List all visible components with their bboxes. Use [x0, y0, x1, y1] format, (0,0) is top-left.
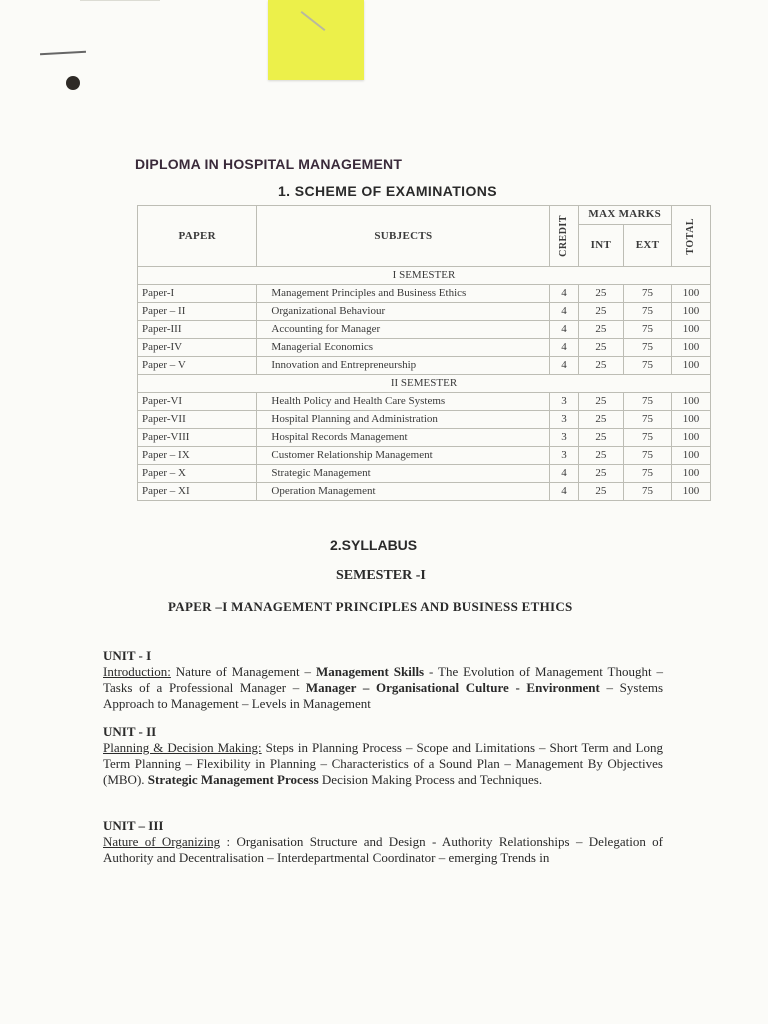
- int-cell: 25: [578, 411, 624, 429]
- unit-topic: Nature of Organizing: [103, 834, 221, 849]
- credit-cell: 3: [550, 447, 578, 465]
- unit-text: : Organisation Structure and Design - Authority Relationships – Delegation of Authority and Decentralisation – Interdepartmental Coordinator – emerging Trends in: [103, 834, 663, 865]
- credit-cell: 3: [550, 393, 578, 411]
- header-int: INT: [578, 224, 624, 266]
- header-subjects: SUBJECTS: [257, 206, 550, 267]
- table-row: [138, 429, 711, 447]
- total-cell: 100: [671, 321, 710, 339]
- paper-cell: Paper – V: [138, 357, 257, 375]
- int-cell: 25: [578, 339, 624, 357]
- pen-mark: [40, 51, 86, 55]
- ext-cell: 75: [624, 321, 672, 339]
- scheme-table: [137, 205, 711, 501]
- subject-cell: Hospital Planning and Administration: [257, 411, 550, 429]
- header-max-marks: MAX MARKS: [578, 206, 671, 225]
- paper-cell: Paper-VI: [138, 393, 257, 411]
- subject-cell: Organizational Behaviour: [257, 303, 550, 321]
- subject-cell: Health Policy and Health Care Systems: [257, 393, 550, 411]
- int-cell: 25: [578, 465, 624, 483]
- unit-key-term: Management Skills: [315, 664, 425, 679]
- ext-cell: 75: [624, 447, 672, 465]
- ext-cell: 75: [624, 285, 672, 303]
- semester-row: [138, 267, 711, 285]
- table-row: [138, 447, 711, 465]
- credit-cell: 4: [550, 303, 578, 321]
- table-row: [138, 483, 711, 501]
- table-row: [138, 411, 711, 429]
- ext-cell: 75: [624, 393, 672, 411]
- unit-text: - The Evolution of Management Thought – Tasks of a Professional Manager –: [103, 664, 663, 695]
- credit-cell: 4: [550, 465, 578, 483]
- int-cell: 25: [578, 483, 624, 501]
- unit-topic: Introduction:: [103, 664, 171, 679]
- header-ext: EXT: [624, 224, 672, 266]
- ext-cell: 75: [624, 357, 672, 375]
- section-heading-syllabus: 2.SYLLABUS: [330, 537, 418, 553]
- section-heading-scheme: 1. SCHEME OF EXAMINATIONS: [278, 183, 497, 199]
- unit-body: [103, 834, 663, 866]
- table-row: [138, 465, 711, 483]
- paper-cell: Paper – X: [138, 465, 257, 483]
- unit-text: Decision Making Process and Techniques.: [318, 772, 543, 787]
- total-cell: 100: [671, 339, 710, 357]
- semester-label: I SEMESTER: [138, 267, 711, 285]
- unit-key-term: Manager – Organisational Culture - Environment: [305, 680, 600, 695]
- unit-text: Steps in Planning Process – Scope and Limitations – Short Term and Long Term Planning – Flexibility in Planning – Characteristics of a Sound Plan – Management By Objectives (MBO).: [103, 740, 663, 787]
- int-cell: 25: [578, 447, 624, 465]
- paper-cell: Paper-III: [138, 321, 257, 339]
- semester-row: [138, 375, 711, 393]
- credit-cell: 4: [550, 285, 578, 303]
- total-cell: 100: [671, 303, 710, 321]
- syllabus-unit: [103, 648, 663, 712]
- sticky-note: [268, 0, 364, 80]
- int-cell: 25: [578, 429, 624, 447]
- total-cell: 100: [671, 393, 710, 411]
- paper-cell: Paper-VIII: [138, 429, 257, 447]
- scan-edge-line: [80, 0, 160, 1]
- table-row: [138, 285, 711, 303]
- total-cell: 100: [671, 357, 710, 375]
- table-row: [138, 303, 711, 321]
- syllabus-unit: [103, 724, 663, 788]
- credit-cell: 4: [550, 357, 578, 375]
- ext-cell: 75: [624, 339, 672, 357]
- paper-cell: Paper – II: [138, 303, 257, 321]
- ext-cell: 75: [624, 303, 672, 321]
- paper-cell: Paper – IX: [138, 447, 257, 465]
- table-row: [138, 339, 711, 357]
- int-cell: 25: [578, 321, 624, 339]
- table-row: [138, 393, 711, 411]
- unit-title: UNIT - II: [103, 724, 157, 739]
- int-cell: 25: [578, 357, 624, 375]
- header-paper: PAPER: [138, 206, 257, 267]
- unit-text: – Systems Approach to Management – Levels in Management: [103, 680, 664, 711]
- subject-cell: Innovation and Entrepreneurship: [257, 357, 550, 375]
- int-cell: 25: [578, 303, 624, 321]
- int-cell: 25: [578, 393, 624, 411]
- header-total: [671, 206, 710, 267]
- document-title: DIPLOMA IN HOSPITAL MANAGEMENT: [135, 156, 403, 172]
- int-cell: 25: [578, 285, 624, 303]
- subject-cell: Managerial Economics: [257, 339, 550, 357]
- subject-cell: Customer Relationship Management: [257, 447, 550, 465]
- ext-cell: 75: [624, 429, 672, 447]
- credit-cell: 4: [550, 483, 578, 501]
- paper-cell: Paper-VII: [138, 411, 257, 429]
- ext-cell: 75: [624, 411, 672, 429]
- punch-hole: [66, 76, 80, 90]
- paper-title: PAPER –I MANAGEMENT PRINCIPLES AND BUSINESS ETHICS: [168, 599, 573, 614]
- semester-title: SEMESTER -I: [336, 568, 426, 583]
- unit-title: UNIT – III: [103, 818, 164, 833]
- scheme-table-body: [138, 267, 711, 501]
- subject-cell: Operation Management: [257, 483, 550, 501]
- credit-cell: 3: [550, 429, 578, 447]
- syllabus-unit: [103, 818, 663, 866]
- unit-title: UNIT - I: [103, 648, 152, 663]
- paper-cell: Paper-I: [138, 285, 257, 303]
- total-cell: 100: [671, 429, 710, 447]
- unit-body: [103, 664, 663, 712]
- total-cell: 100: [671, 411, 710, 429]
- unit-body: [103, 740, 663, 788]
- unit-text: Nature of Management –: [170, 664, 316, 679]
- subject-cell: Accounting for Manager: [257, 321, 550, 339]
- ext-cell: 75: [624, 483, 672, 501]
- paper-cell: Paper – XI: [138, 483, 257, 501]
- subject-cell: Hospital Records Management: [257, 429, 550, 447]
- unit-topic: Planning & Decision Making:: [103, 740, 262, 755]
- header-credit: [550, 206, 578, 267]
- total-cell: 100: [671, 447, 710, 465]
- credit-cell: 4: [550, 339, 578, 357]
- header-credit-label: CREDIT: [558, 215, 570, 257]
- total-cell: 100: [671, 483, 710, 501]
- total-cell: 100: [671, 465, 710, 483]
- subject-cell: Management Principles and Business Ethics: [257, 285, 550, 303]
- total-cell: 100: [671, 285, 710, 303]
- ext-cell: 75: [624, 465, 672, 483]
- credit-cell: 4: [550, 321, 578, 339]
- header-total-label: TOTAL: [685, 217, 697, 255]
- credit-cell: 3: [550, 411, 578, 429]
- semester-label: II SEMESTER: [138, 375, 711, 393]
- subject-cell: Strategic Management: [257, 465, 550, 483]
- table-row: [138, 357, 711, 375]
- unit-key-term: Strategic Management Process: [147, 772, 319, 787]
- table-row: [138, 321, 711, 339]
- paper-cell: Paper-IV: [138, 339, 257, 357]
